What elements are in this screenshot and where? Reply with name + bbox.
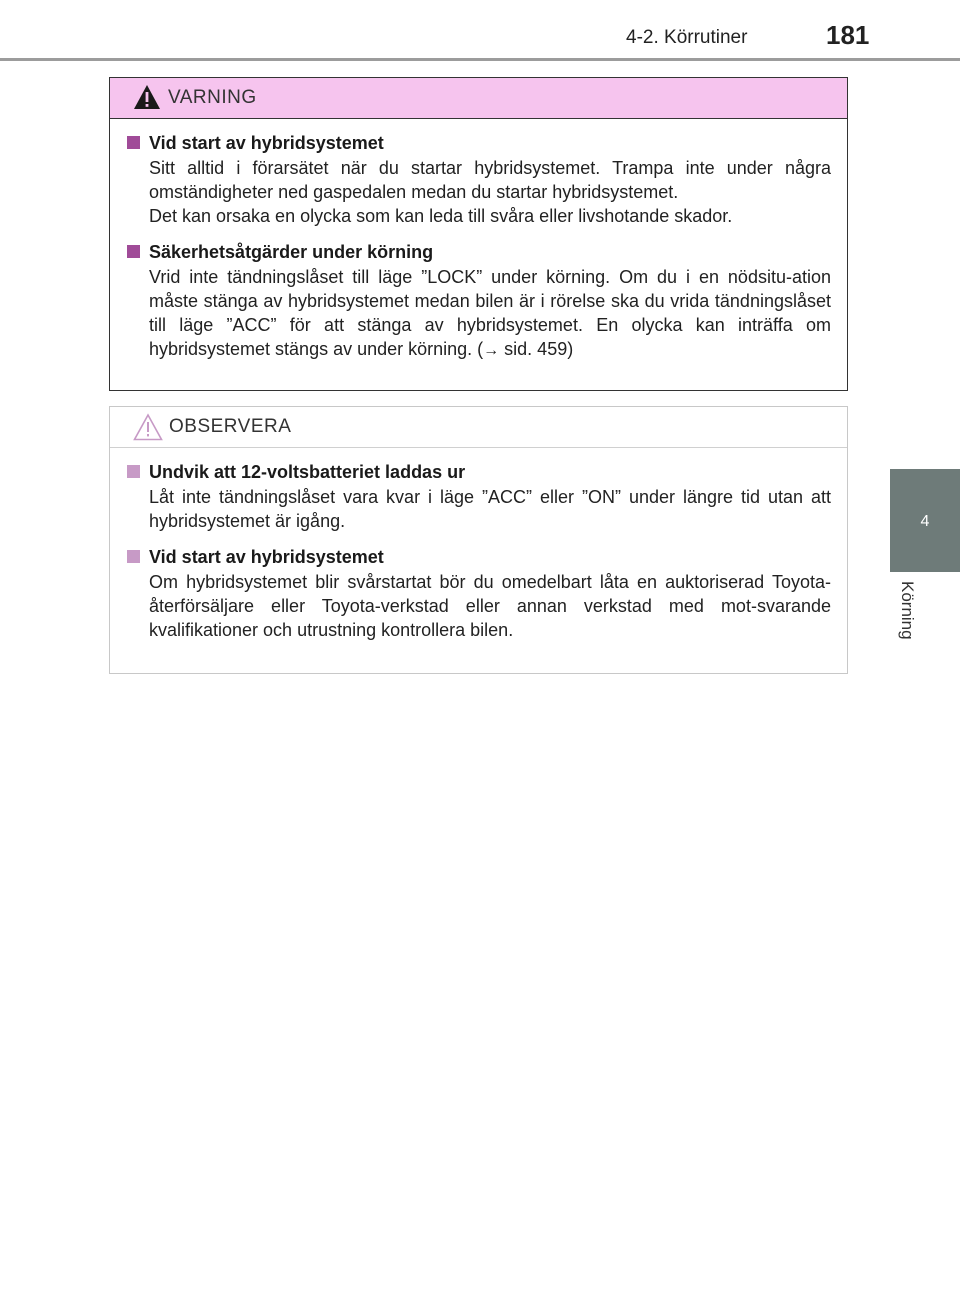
warning-item: [124, 130, 831, 228]
item-heading: Säkerhetsåtgärder under körning: [124, 239, 831, 265]
page-number: 181: [826, 20, 870, 50]
item-heading: Vid start av hybridsystemet: [124, 130, 831, 156]
warning-triangle-icon: [133, 84, 161, 115]
item-text: Sitt alltid i förarsätet när du startar hybridsystemet. Trampa inte under några omständigheter ned gaspedalen medan du startar hybridsystemet. Det kan orsaka en olycka som kan leda till svåra eller livshotande skador.: [149, 158, 831, 226]
notice-item: [124, 459, 831, 533]
square-bullet-icon: [127, 136, 140, 149]
notice-header: [110, 407, 847, 448]
chapter-tab: [890, 469, 960, 572]
arrow-right-icon: →: [483, 342, 500, 359]
square-bullet-icon: [127, 245, 140, 258]
square-bullet-icon: [127, 465, 140, 478]
warning-box: [109, 77, 848, 391]
warning-title: VARNING: [168, 87, 257, 108]
header-divider: [0, 58, 960, 61]
item-text: Om hybridsystemet blir svårstartat bör du omedelbart låta en auktoriserad Toyota-återförsäljare eller Toyota-verkstad eller annan verkstad med mot-svarande kvalifikationer och utrustning kontrollera bilen.: [149, 572, 831, 640]
square-bullet-icon: [127, 550, 140, 563]
caution-triangle-icon: [133, 413, 163, 446]
item-heading: Undvik att 12-voltsbatteriet laddas ur: [124, 459, 831, 485]
page-reference-link[interactable]: sid. 459): [499, 339, 574, 359]
item-heading: Vid start av hybridsystemet: [124, 544, 831, 570]
item-text: Vrid inte tändningslåset till läge ”LOCK” under körning. Om du i en nödsitu-ation måste stänga av hybridsystemet medan bilen är i rörelse ska du vrida tändningslåset till läge ”ACC” för att stänga av hybridsystemet. En olycka kan inträffa om hybridsystemet stängs av under körning. (→ sid. 459): [149, 267, 831, 359]
notice-item: [124, 544, 831, 642]
chapter-label: Körning: [898, 581, 917, 640]
notice-box: [109, 406, 848, 674]
chapter-number: 4: [920, 513, 930, 530]
notice-title: OBSERVERA: [169, 416, 292, 437]
section-title: 4-2. Körrutiner: [626, 27, 748, 48]
warning-item: [124, 239, 831, 363]
item-text: Låt inte tändningslåset vara kvar i läge ”ACC” eller ”ON” under längre tid utan att hybridsystemet är igång.: [149, 487, 831, 531]
warning-header: [110, 78, 847, 119]
